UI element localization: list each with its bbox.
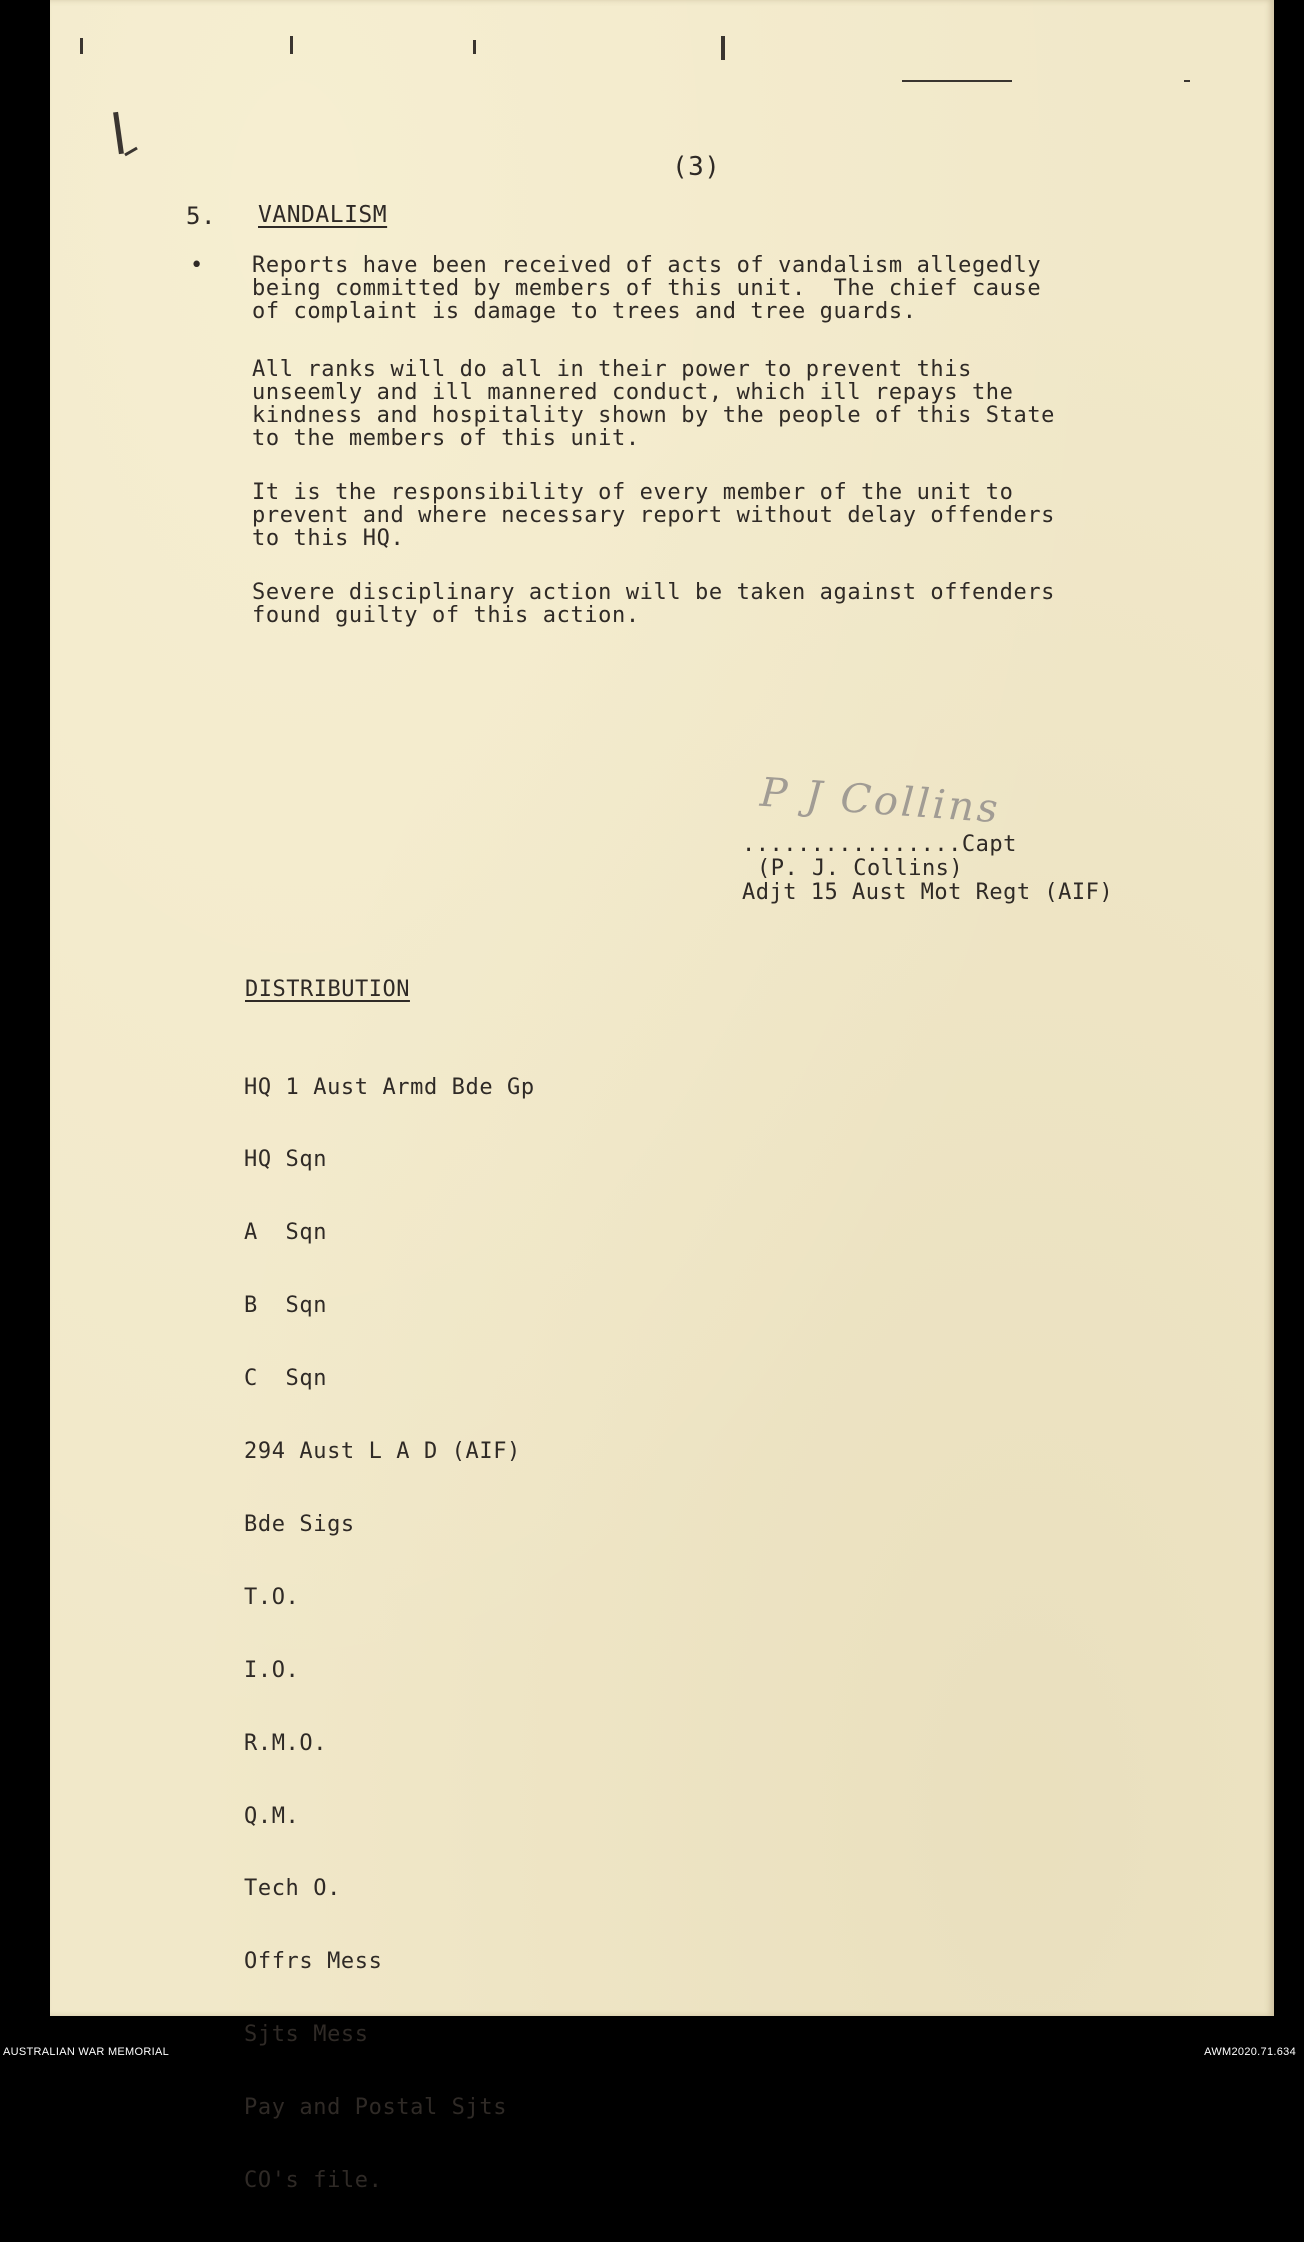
- rule-mark: [1184, 80, 1190, 82]
- paragraph: Severe disciplinary action will be taken against offenders found guilty of this action.: [252, 580, 1056, 628]
- footer-credit: AUSTRALIAN WAR MEMORIAL: [3, 2046, 170, 2058]
- section-number: 5.: [186, 202, 216, 230]
- distribution-heading: DISTRIBUTION: [245, 977, 410, 1002]
- page-number: (3): [672, 152, 721, 182]
- list-item: CO's file.: [244, 2167, 383, 2193]
- signatory-name: (P. J. Collins): [757, 856, 964, 881]
- list-item: Q.M.: [244, 1803, 300, 1829]
- list-item: C Sqn: [244, 1366, 328, 1392]
- punch-mark: [290, 36, 293, 54]
- list-item: Sjts Mess: [244, 2022, 369, 2048]
- list-item: I.O.: [244, 1657, 300, 1683]
- list-item: Bde Sigs: [244, 1511, 355, 1537]
- paragraph: It is the responsibility of every member of the unit to prevent and where necessary report without delay offenders to this HQ.: [252, 480, 1056, 551]
- footer-accession-number: AWM2020.71.634: [1204, 2046, 1296, 2058]
- list-item: Offrs Mess: [244, 1949, 383, 1975]
- signatory-title: Adjt 15 Aust Mot Regt (AIF): [742, 880, 1114, 905]
- section-heading: VANDALISM: [258, 202, 388, 228]
- list-item: R.M.O.: [244, 1730, 328, 1756]
- signature-line: ................Capt: [742, 832, 1017, 857]
- list-item: T.O.: [244, 1584, 300, 1610]
- list-item: HQ Sqn: [244, 1147, 328, 1173]
- list-item: A Sqn: [244, 1220, 328, 1246]
- list-item: B Sqn: [244, 1293, 328, 1319]
- paragraph: All ranks will do all in their power to prevent this unseemly and ill mannered conduct, which ill repays the kindness and hospitality shown by the people of this State to the members of this unit.: [252, 357, 1056, 451]
- rule-mark: [902, 80, 1012, 82]
- punch-mark: [721, 36, 725, 60]
- ink-mark: [124, 147, 138, 157]
- bullet-mark: •: [190, 253, 204, 278]
- punch-mark: [80, 38, 83, 54]
- handwritten-signature: P J Collins: [758, 769, 1003, 833]
- list-item: 294 Aust L A D (AIF): [244, 1439, 521, 1465]
- ink-mark: [113, 112, 124, 154]
- list-item: Pay and Postal Sjts: [244, 2095, 508, 2121]
- distribution-list: [244, 1027, 535, 2242]
- punch-mark: [473, 40, 476, 54]
- paragraph: Reports have been received of acts of vandalism allegedly being committed by members of this unit. The chief cause of complaint is damage to trees and tree guards.: [252, 253, 1042, 324]
- list-item: Tech O.: [244, 1876, 341, 1902]
- list-item: HQ 1 Aust Armd Bde Gp: [244, 1074, 535, 1100]
